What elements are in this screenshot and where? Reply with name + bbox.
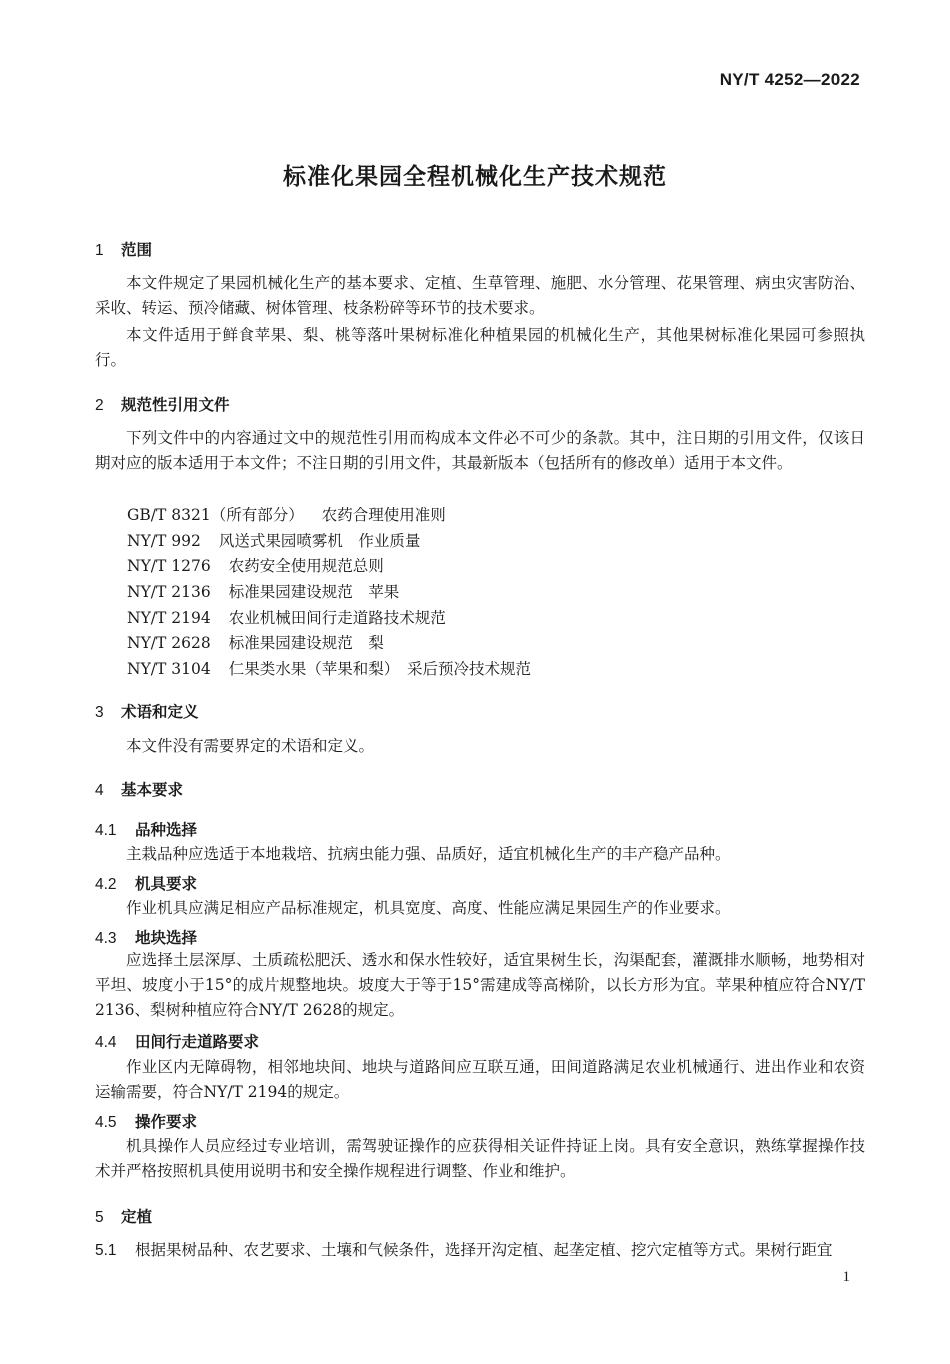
section-3-heading xyxy=(95,700,199,722)
document-title: 标准化果园全程机械化生产技术规范 xyxy=(283,164,667,190)
subsection-4-3-text: 应选择土层深厚、土质疏松肥沃、透水和保水性较好，适宜果树生长，沟渠配套，灌溉排水顺畅，地势相对平坦、坡度小于15°的成片规整地块。坡度大于等于15°需建成等高梯阶，以长方形为宜。苹果种植应符合NY/T 2136、梨树种植应符合NY/T 2628的规定。 xyxy=(95,951,865,1019)
subsection-title: 操作要求 xyxy=(135,1113,198,1131)
reference-code: NY/T 2628 xyxy=(127,634,211,653)
subsection-4-4-heading xyxy=(95,1030,259,1052)
subsection-title: 地块选择 xyxy=(135,929,198,947)
section-number: 5 xyxy=(95,1209,104,1226)
reference-item xyxy=(127,554,531,580)
section-5-heading xyxy=(95,1205,152,1227)
reference-code: NY/T 992 xyxy=(127,531,201,550)
subsection-4-1-text: 主栽品种应选适于本地栽培、抗病虫能力强、品质好，适宜机械化生产的丰产稳产品种。 xyxy=(126,845,731,863)
section-number: 3 xyxy=(95,704,104,721)
reference-name: 标准果园建设规范 苹果 xyxy=(228,583,400,602)
subsection-5-1-text xyxy=(95,1238,865,1263)
section-title: 基本要求 xyxy=(121,781,184,799)
reference-item xyxy=(127,529,531,555)
section-2-heading xyxy=(95,393,230,415)
section-2-paragraph-1: 下列文件中的内容通过文中的规范性引用而构成本文件必不可少的条款。其中，注日期的引用文件，仅该日期对应的版本适用于本文件；不注日期的引用文件，其最新版本（包括所有的修改单）适用于本文件。 xyxy=(95,429,865,472)
subsection-4-5-text: 机具操作人员应经过专业培训，需驾驶证操作的应获得相关证件持证上岗。具有安全意识，熟练掌握操作技术并严格按照机具使用说明书和安全操作规程进行调整、作业和维护。 xyxy=(95,1137,865,1180)
section-4-heading xyxy=(95,778,183,800)
section-title: 范围 xyxy=(121,241,153,259)
reference-name: 农业机械田间行走道路技术规范 xyxy=(228,608,446,627)
section-number: 1 xyxy=(95,242,104,259)
subsection-4-5-heading xyxy=(95,1110,197,1132)
subsection-number: 4.2 xyxy=(95,876,117,893)
subsection-4-2-heading xyxy=(95,872,197,894)
subsection-number: 4.4 xyxy=(95,1034,117,1051)
subsection-number: 5.1 xyxy=(95,1242,117,1259)
section-3-paragraph-1: 本文件没有需要界定的术语和定义。 xyxy=(126,737,375,755)
reference-name: 仁果类水果（苹果和梨） 采后预冷技术规范 xyxy=(228,660,531,679)
reference-item xyxy=(127,580,531,606)
subsection-4-2-text: 作业机具应满足相应产品标准规定，机具宽度、高度、性能应满足果园生产的作业要求。 xyxy=(126,899,731,917)
reference-name: 农药安全使用规范总则 xyxy=(228,557,384,576)
standard-code: NY/T 4252—2022 xyxy=(719,70,860,89)
page-number: 1 xyxy=(842,1269,850,1285)
subsection-4-3-heading xyxy=(95,926,197,948)
reference-item xyxy=(127,631,531,657)
subsection-4-1-heading xyxy=(95,818,197,840)
reference-item xyxy=(127,657,531,683)
subsection-body: 根据果树品种、农艺要求、土壤和气候条件，选择开沟定植、起垄定植、挖穴定植等方式。果树行距宜 xyxy=(135,1241,833,1259)
subsection-number: 4.5 xyxy=(95,1114,117,1131)
subsection-4-4-text: 作业区内无障碍物，相邻地块间、地块与道路间应互联互通，田间道路满足农业机械通行、进出作业和农资运输需要，符合NY/T 2194的规定。 xyxy=(95,1058,865,1101)
reference-code: GB/T 8321（所有部分） xyxy=(127,506,304,524)
section-title: 术语和定义 xyxy=(121,703,199,721)
subsection-number: 4.1 xyxy=(95,822,117,839)
reference-item xyxy=(127,606,531,632)
section-number: 4 xyxy=(95,782,104,799)
subsection-title: 田间行走道路要求 xyxy=(135,1033,260,1051)
section-number: 2 xyxy=(95,397,104,414)
reference-name: 标准果园建设规范 梨 xyxy=(228,634,384,653)
reference-code: NY/T 1276 xyxy=(127,557,211,576)
section-1-paragraph-2: 本文件适用于鲜食苹果、梨、桃等落叶果树标准化种植果园的机械化生产，其他果树标准化果园可参照执行。 xyxy=(95,326,865,369)
reference-code: NY/T 2136 xyxy=(127,583,211,602)
subsection-title: 机具要求 xyxy=(135,875,198,893)
reference-code: NY/T 3104 xyxy=(127,660,211,679)
section-1-paragraph-1: 本文件规定了果园机械化生产的基本要求、定植、生草管理、施肥、水分管理、花果管理、病虫灾害防治、采收、转运、预冷储藏、树体管理、枝条粉碎等环节的技术要求。 xyxy=(95,274,865,317)
section-1-heading xyxy=(95,238,152,260)
reference-name: 农药合理使用准则 xyxy=(321,506,446,524)
section-title: 规范性引用文件 xyxy=(121,396,230,414)
reference-code: NY/T 2194 xyxy=(127,608,211,627)
subsection-number: 4.3 xyxy=(95,930,117,947)
section-title: 定植 xyxy=(121,1208,153,1226)
subsection-title: 品种选择 xyxy=(135,821,198,839)
reference-list xyxy=(127,503,531,683)
reference-item xyxy=(127,503,531,529)
reference-name: 风送式果园喷雾机 作业质量 xyxy=(218,531,421,550)
